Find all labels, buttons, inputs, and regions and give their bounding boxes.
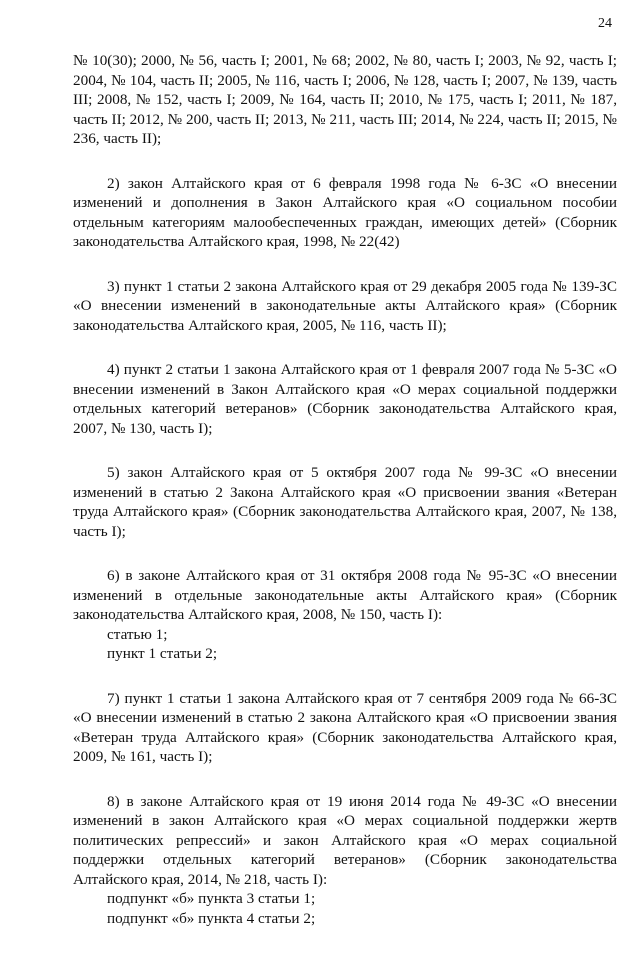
list-item <box>73 360 617 438</box>
list-item-text: 6) в законе Алтайского края от 31 октября 2008 года № 95-ЗС «О внесении изменений в отдельные законодательные акты Алтайского края» (Сборник законодательства Алтайского края, 2008, № 150, часть I): <box>73 567 617 623</box>
sub-item: пункт 1 статьи 2; <box>107 645 218 662</box>
list-item <box>73 277 617 336</box>
list-item <box>73 463 617 541</box>
list-item <box>73 689 617 767</box>
page-number: 24 <box>598 16 612 31</box>
list-item-text: 4) пункт 2 статьи 1 закона Алтайского края от 1 февраля 2007 года № 5-ЗС «О внесении изменений в Закон Алтайского края «О мерах социальной поддержки отдельных категорий ветеранов» (Сборник законодательства Алтайского края, 2007, № 130, часть I); <box>73 361 617 437</box>
list-item-text: 7) пункт 1 статьи 1 закона Алтайского края от 7 сентября 2009 года № 66-ЗС «О внесении изменений в статью 2 закона Алтайского края «О присвоении звания «Ветеран труда Алтайского края» (Сборник законодательства Алтайского края, 2009, № 161, часть I); <box>73 689 617 765</box>
list-item-text: 5) закон Алтайского края от 5 октября 2007 года № 99-ЗС «О внесении изменений в статью 2 Закона Алтайского края «О присвоении звания «Ветеран труда Алтайского края» (Сборник законодательства Алтайского края, 2007, № 138, часть I); <box>73 464 617 540</box>
list-item-text: 3) пункт 1 статьи 2 закона Алтайского края от 29 декабря 2005 года № 139-ЗС «О внесении изменений в законодательные акты Алтайского края» (Сборник законодательства Алтайского края, 2005, № 116, часть II); <box>73 277 617 334</box>
document-body <box>73 51 617 953</box>
sub-item: статью 1; <box>107 625 168 643</box>
list-item-text: 2) закон Алтайского края от 6 февраля 1998 года № 6-ЗС «О внесении изменений и дополнения в Закон Алтайского края «О социальном пособии отдельным категориям малообеспеченных граждан, имеющих детей» (Сборник законодательства Алтайского края, 1998, № 22(42) <box>73 174 617 250</box>
continuation-paragraph <box>73 51 617 149</box>
sub-item: подпункт «б» пункта 3 статьи 1; <box>107 890 316 907</box>
list-item-text: 8) в законе Алтайского края от 19 июня 2014 года № 49-ЗС «О внесении изменений в закон Алтайского края «О мерах социальной поддержки жертв политических репрессий» и закон Алтайского края «О мерах социальной поддержки отдельных категорий ветеранов» (Сборник законодательства Алтайского края, 2014, № 218, часть I): <box>73 792 617 888</box>
continuation-text: № 10(30); 2000, № 56, часть I; 2001, № 68; 2002, № 80, часть I; 2003, № 92, часть I; 2004, № 104, часть II; 2005, № 116, часть I; 2006, № 128, часть I; 2007, № 139, часть III; 2008, № 152, часть I; 2009, № 164, часть II; 2010, № 175, часть I; 2011, № 187, часть II; 2012, № 200, часть II; 2013, № 211, часть III; 2014, № 224, часть II; 2015, № 236, часть II); <box>73 52 617 147</box>
list-item <box>73 792 617 929</box>
sub-item: подпункт «б» пункта 4 статьи 2; <box>107 909 316 927</box>
list-item <box>73 566 617 664</box>
list-item <box>73 174 617 252</box>
